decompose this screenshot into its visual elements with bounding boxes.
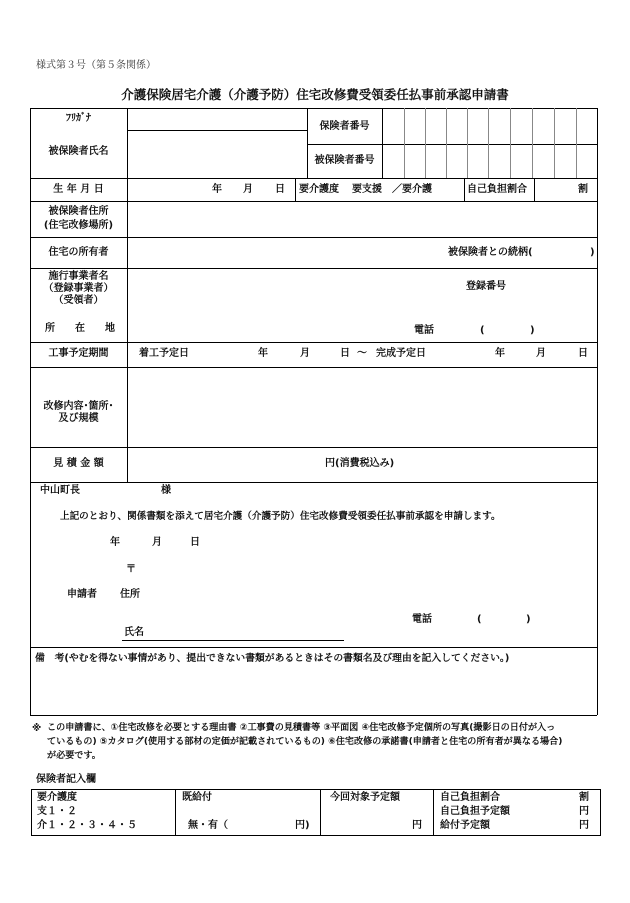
contractor-location-label: 所 在 地 xyxy=(45,323,115,334)
copay-amount-unit: 円 xyxy=(579,806,589,817)
insurer-number-input[interactable] xyxy=(383,109,596,143)
date-month-unit: 月 xyxy=(152,537,162,548)
form-number: 様式第３号（第５条関係） xyxy=(36,60,156,71)
relation-close: ) xyxy=(590,247,595,258)
copay-amount-label: 自己負担予定額 xyxy=(440,806,510,817)
contractor-phone-input[interactable] xyxy=(488,318,526,338)
notes-mark: ※ xyxy=(32,723,42,734)
end-month-unit: 月 xyxy=(536,348,546,359)
birth-date-label: 生 年 月 日 xyxy=(53,184,104,195)
registered-contractor-label: （登録事業者） xyxy=(43,283,114,294)
addressee-honorific: 様 xyxy=(161,485,171,496)
insurer-number-label: 保険者番号 xyxy=(319,121,370,132)
owner-label: 住宅の所有者 xyxy=(48,247,109,258)
furigana-input[interactable] xyxy=(128,109,306,129)
applicant-address-label: 住所 xyxy=(120,589,140,600)
declaration-text: 上記のとおり、関係書類を添えて居宅介護（介護予防）住宅改修費受領委任払事前承認を申請します。 xyxy=(60,511,501,522)
contractor-location-input[interactable] xyxy=(128,314,408,341)
applicant-name-label: 氏名 xyxy=(124,627,144,638)
insured-number-label: 被保険者番号 xyxy=(314,155,375,166)
applicant-name-input[interactable] xyxy=(148,622,344,639)
contractor-phone-close: ) xyxy=(530,325,535,336)
copay-ratio-label: 自己負担割合 xyxy=(467,184,527,195)
start-year-unit: 年 xyxy=(258,348,268,359)
recipient-label: （受領者） xyxy=(53,295,104,306)
contractor-label: 施行事業者名 xyxy=(48,271,109,282)
furigana-label: ﾌﾘｶﾞﾅ xyxy=(66,113,91,124)
applicant-phone-input[interactable] xyxy=(485,608,523,628)
planned-amount-unit: 円 xyxy=(412,820,422,831)
insurer-copay-ratio-unit: 割 xyxy=(579,792,589,803)
remarks-input[interactable] xyxy=(32,670,594,713)
schedule-label: 工事予定期間 xyxy=(48,348,109,359)
date-year-unit: 年 xyxy=(110,537,120,548)
end-date-label: 完成予定日 xyxy=(376,348,426,359)
registration-number-label: 登録番号 xyxy=(466,281,506,292)
insured-address-label: 被保険者住所 xyxy=(48,206,109,217)
copay-ratio-unit: 割 xyxy=(578,184,588,195)
support-levels[interactable]: 支１・２ xyxy=(37,806,77,817)
work-content-label: 改修内容･箇所･ xyxy=(43,401,114,412)
care-levels[interactable]: 介１・２・３・４・５ xyxy=(37,820,137,831)
benefit-amount-label: 給付予定額 xyxy=(440,820,490,831)
addressee: 中山町長 xyxy=(40,485,80,496)
insured-name-label: 被保険者氏名 xyxy=(48,146,109,157)
estimate-label: 見 積 金 額 xyxy=(53,458,104,469)
applicant-phone-open: ( xyxy=(477,614,482,625)
insured-address-input[interactable] xyxy=(128,202,596,236)
insurer-copay-ratio-label: 自己負担割合 xyxy=(440,792,500,803)
work-scale-label: 及び規模 xyxy=(58,413,99,424)
care-level-choice[interactable]: 要支援 ／要介護 xyxy=(352,184,432,195)
end-year-unit: 年 xyxy=(495,348,505,359)
insured-number-input[interactable] xyxy=(383,145,596,177)
planned-amount-label: 今回対象予定額 xyxy=(330,792,400,803)
start-date-label: 着工予定日 xyxy=(139,348,189,359)
contractor-phone-open: ( xyxy=(480,325,485,336)
insured-name-input[interactable] xyxy=(128,131,306,177)
end-day-unit: 日 xyxy=(578,348,588,359)
benefit-amount-unit: 円 xyxy=(579,820,589,831)
renovation-site-label: (住宅改修場所) xyxy=(43,220,114,231)
schedule-tilde: ～ xyxy=(357,348,367,359)
prior-payment-label: 既給付 xyxy=(182,792,212,803)
care-level-label: 要介護度 xyxy=(299,184,339,195)
remarks-label: 備 考(やむを得ない事情があり、提出できない書類があるときはその書類名及び理由を記入してください。) xyxy=(35,653,510,664)
insurer-section-heading: 保険者記入欄 xyxy=(36,774,96,785)
start-day-unit: 日 xyxy=(340,348,350,359)
applicant-name-underline xyxy=(122,640,344,641)
owner-input[interactable] xyxy=(128,238,428,267)
applicant-address-input[interactable] xyxy=(146,582,586,604)
contractor-name-input[interactable] xyxy=(128,269,448,309)
estimate-input[interactable] xyxy=(128,449,323,480)
birth-year-unit: 年 xyxy=(212,184,222,195)
applicant-phone-label: 電話 xyxy=(412,614,432,625)
birth-day-unit: 日 xyxy=(275,184,285,195)
birth-month-unit: 月 xyxy=(243,184,253,195)
notes-line-3: が必要です。 xyxy=(47,751,101,761)
start-month-unit: 月 xyxy=(300,348,310,359)
postal-mark: 〒 xyxy=(126,564,136,575)
contractor-phone-label: 電話 xyxy=(414,325,434,336)
relation-label: 被保険者との続柄( xyxy=(448,247,533,258)
notes-line-2: ているもの) ⑤カタログ(使用する部材の定価が記載されているもの) ⑥住宅改修の承諾書(申請者と住宅の所有者が異なる場合) xyxy=(47,737,563,747)
prior-payment-choice[interactable]: 無・有（ xyxy=(188,820,228,831)
prior-payment-unit: 円) xyxy=(295,820,310,831)
estimate-unit: 円(消費税込み) xyxy=(325,458,395,469)
applicant-phone-close: ) xyxy=(526,614,531,625)
relation-input[interactable] xyxy=(544,240,588,266)
work-content-input[interactable] xyxy=(128,368,596,446)
form-title: 介護保険居宅介護（介護予防）住宅改修費受領委任払事前承認申請書 xyxy=(121,87,509,102)
notes-line-1: この申請書に、①住宅改修を必要とする理由書 ②工事費の見積書等 ③平面図 ④住宅改修予定個所の写真(撮影日の日付が入っ xyxy=(47,723,556,733)
date-day-unit: 日 xyxy=(190,537,200,548)
applicant-label: 申請者 xyxy=(67,589,97,600)
insurer-care-level-label: 要介護度 xyxy=(37,792,77,803)
